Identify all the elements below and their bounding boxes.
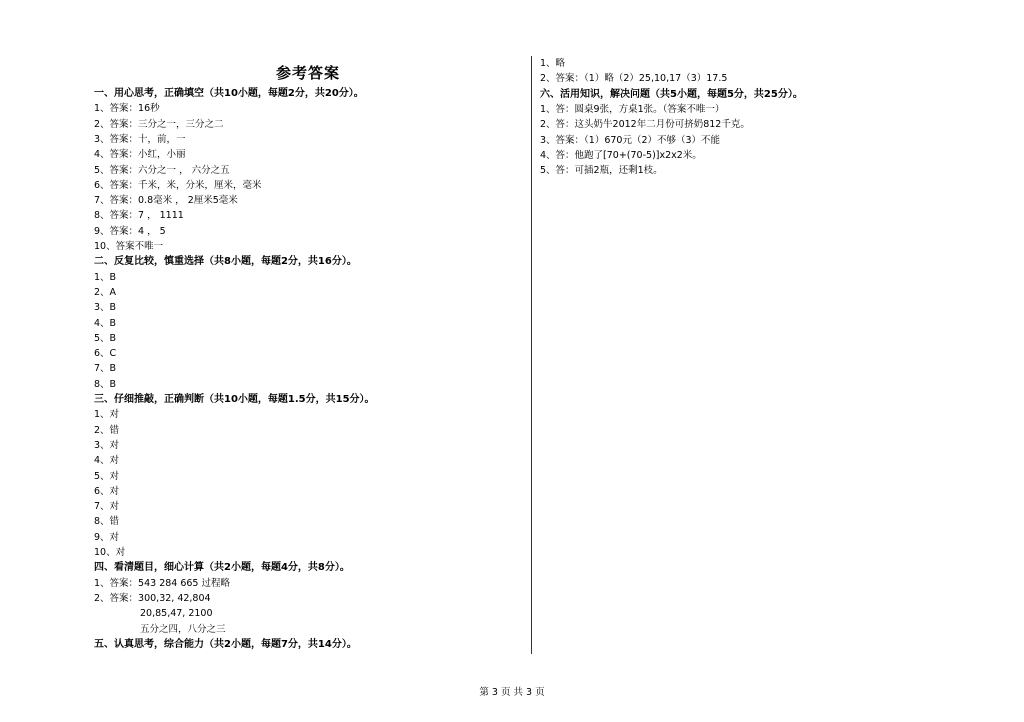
answer-line: 5、对 (94, 470, 120, 482)
answer-line: 4、答：他跑了[70+(70-5)]x2x2米。 (540, 149, 702, 161)
section-heading: 五、认真思考，综合能力（共2小题，每题7分，共14分）。 (94, 638, 357, 650)
answer-line: 3、答案：十，前，一 (94, 133, 186, 145)
answer-line: 1、略 (540, 58, 566, 69)
answer-line: 10、答案不唯一 (94, 241, 164, 252)
answer-line: 五分之四，八分之三 (140, 623, 226, 635)
answer-line: 1、答案：16秒 (94, 103, 160, 115)
section-heading: 六、活用知识，解决问题（共5小题，每题5分，共25分）。 (540, 88, 803, 100)
answer-line: 2、答案：三分之一，三分之二 (94, 118, 224, 130)
section-heading: 四、看清题目，细心计算（共2小题，每题4分，共8分）。 (94, 562, 350, 574)
answer-line: 7、B (94, 363, 117, 375)
answer-line: 6、答案：千米，米，分米，厘米，毫米 (94, 179, 262, 191)
answer-line: 4、答案：小红，小丽 (94, 149, 186, 161)
section-heading: 三、仔细推敲，正确判断（共10小题，每题1.5分，共15分）。 (94, 394, 375, 405)
answer-line: 7、答案：0.8毫米 ， 2厘米5毫米 (94, 195, 238, 207)
answer-line: 2、A (94, 286, 117, 298)
section-heading: 二、反复比较，慎重选择（共8小题，每题2分，共16分）。 (94, 256, 357, 268)
answer-line: 1、对 (94, 409, 120, 421)
answer-line: 9、对 (94, 531, 120, 543)
answer-line: 2、答案：300,32, 42,804 (94, 592, 211, 604)
answer-line: 8、B (94, 378, 117, 390)
answer-line: 5、答案：六分之一 ， 六分之五 (94, 164, 230, 176)
answer-line: 8、错 (94, 516, 120, 528)
answer-line: 3、对 (94, 439, 120, 451)
answer-line: 9、答案：4 ， 5 (94, 225, 166, 237)
answer-line: 7、对 (94, 501, 120, 513)
answer-line: 1、答案：543 284 665 过程略 (94, 577, 231, 589)
answer-line: 4、B (94, 317, 117, 329)
answer-line: 3、B (94, 302, 117, 314)
page-title: 参考答案 (276, 64, 341, 82)
answer-line: 6、对 (94, 485, 120, 497)
answer-line: 10、对 (94, 547, 126, 558)
answer-line: 8、答案：7 ， 1111 (94, 210, 184, 222)
answer-line: 6、C (94, 348, 117, 360)
answer-line: 2、答：这头奶牛2012年二月份可挤奶812千克。 (540, 119, 750, 131)
answer-line: 20,85,47, 2100 (140, 608, 213, 620)
page-footer: 第 3 页 共 3 页 (479, 687, 545, 698)
section-heading: 一、用心思考，正确填空（共10小题，每题2分，共20分）。 (94, 88, 364, 99)
answer-line: 4、对 (94, 455, 120, 467)
answer-line: 1、答：圆桌9张，方桌1张。（答案不唯一） (540, 103, 725, 115)
answer-line: 3、答案：（1）670元（2）不够（3）不能 (540, 134, 721, 146)
answer-line: 1、B (94, 271, 117, 283)
answer-line: 2、错 (94, 424, 120, 436)
answer-line: 2、答案：（1）略（2）25,10,17（3）17.5 (540, 73, 728, 85)
column-divider (531, 56, 532, 654)
answer-line: 5、答：可插2瓶，还剩1枝。 (540, 165, 663, 177)
answer-line: 5、B (94, 332, 117, 344)
